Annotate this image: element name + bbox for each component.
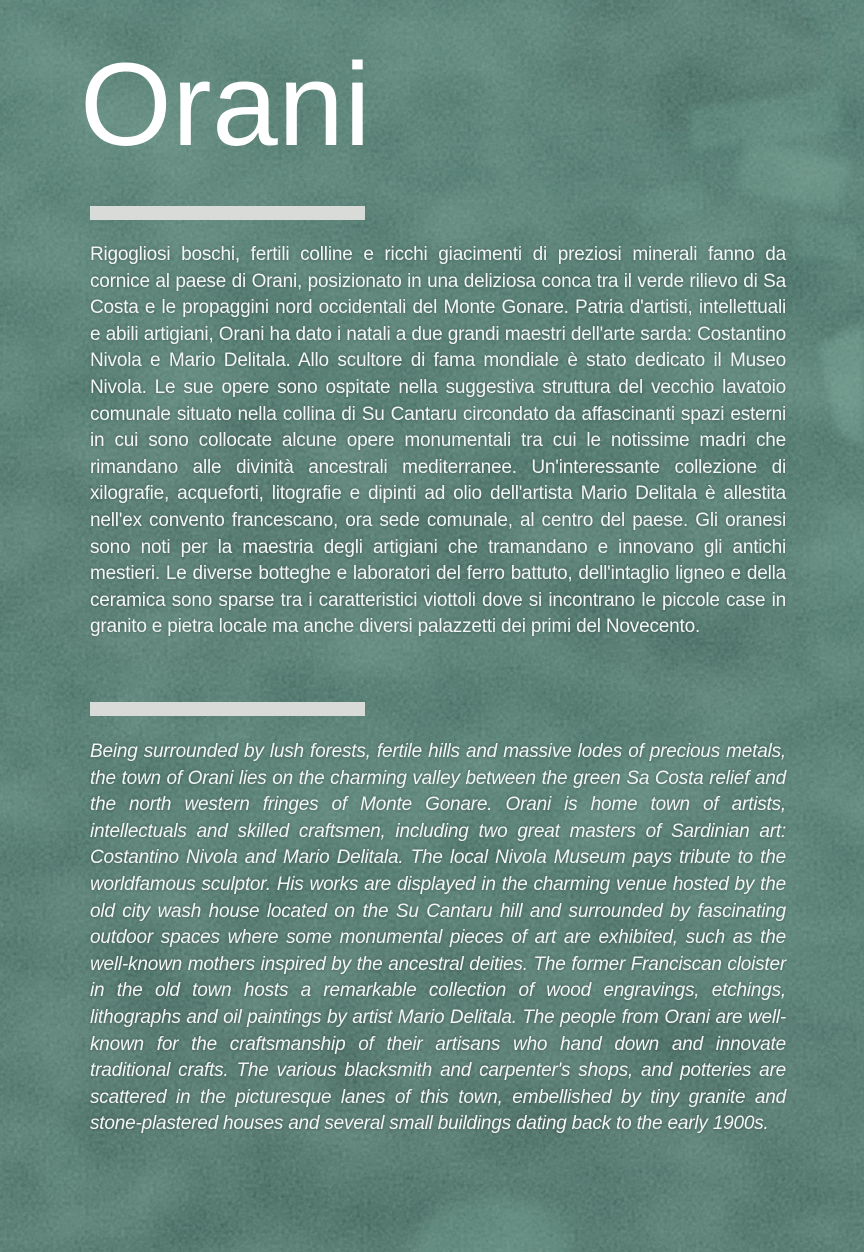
english-paragraph: Being surrounded by lush forests, fertile hills and massive lodes of precious metals, the town of Orani lies on the charming valley between the green Sa Costa relief and the north western fringes of Monte Gonare. Orani is home town of artists, intellectuals and skilled craftsmen, including two great masters of Sardinian art: Costantino Nivola and Mario Delitala. The local Nivola Museum pays tribute to the worldfamous sculptor. His works are displayed in the charming venue hosted by the old city wash house located on the Su Cantaru hill and surrounded by fascinating outdoor spaces where some monumental pieces of art are exhibited, such as the well-known mothers inspired by the ancestral deities. The former Franciscan cloister in the old town hosts a remarkable collection of wood engravings, etchings, lithographs and oil paintings by artist Mario Delitala. The people from Orani are well-known for the craftsmanship of their artisans who hand down and innovate traditional crafts. The various blacksmith and carpenter's shops, and potteries are scattered in the picturesque lanes of this town, embellished by tiny granite and stone-plastered houses and several small buildings dating back to the early 1900s. xyxy=(90,741,786,1135)
divider-bar-top xyxy=(90,206,365,220)
italian-paragraph: Rigogliosi boschi, fertili colline e ricchi giacimenti di preziosi minerali fanno da cornice al paese di Orani, posizionato in una deliziosa conca tra il verde rilievo di Sa Costa e le propaggini nord occidentali del Monte Gonare. Patria d'artisti, intellettuali e abili artigiani, Orani ha dato i natali a due grandi maestri dell'arte sarda: Costantino Nivola e Mario Delitala. Allo scultore di fama mondiale è stato dedicato il Museo Nivola. Le sue opere sono ospitate nella suggestiva struttura del vecchio lavatoio comunale situato nella collina di Su Cantaru circondato da affascinanti spazi esterni in cui sono collocate alcune opere monumentali tra cui le notissime madri che rimandano alle divinità ancestrali mediterranee. Un'interessante collezione di xilografie, acqueforti, litografie e dipinti ad olio dell'artista Mario Delitala è allestita nell'ex convento francescano, ora sede comunale, al centro del paese. Gli oranesi sono noti per la maestria degli artigiani che tramandano e innovano gli antichi mestieri. Le diverse botteghe e laboratori del ferro battuto, dell'intaglio ligneo e della ceramica sono sparse tra i caratteristici viottoli dove si incontrano le piccole case in granito e pietra locale ma anche diversi palazzetti dei primi del Novecento. xyxy=(90,244,786,638)
divider-bar-bottom xyxy=(90,702,365,716)
page-title: Orani xyxy=(80,39,372,171)
